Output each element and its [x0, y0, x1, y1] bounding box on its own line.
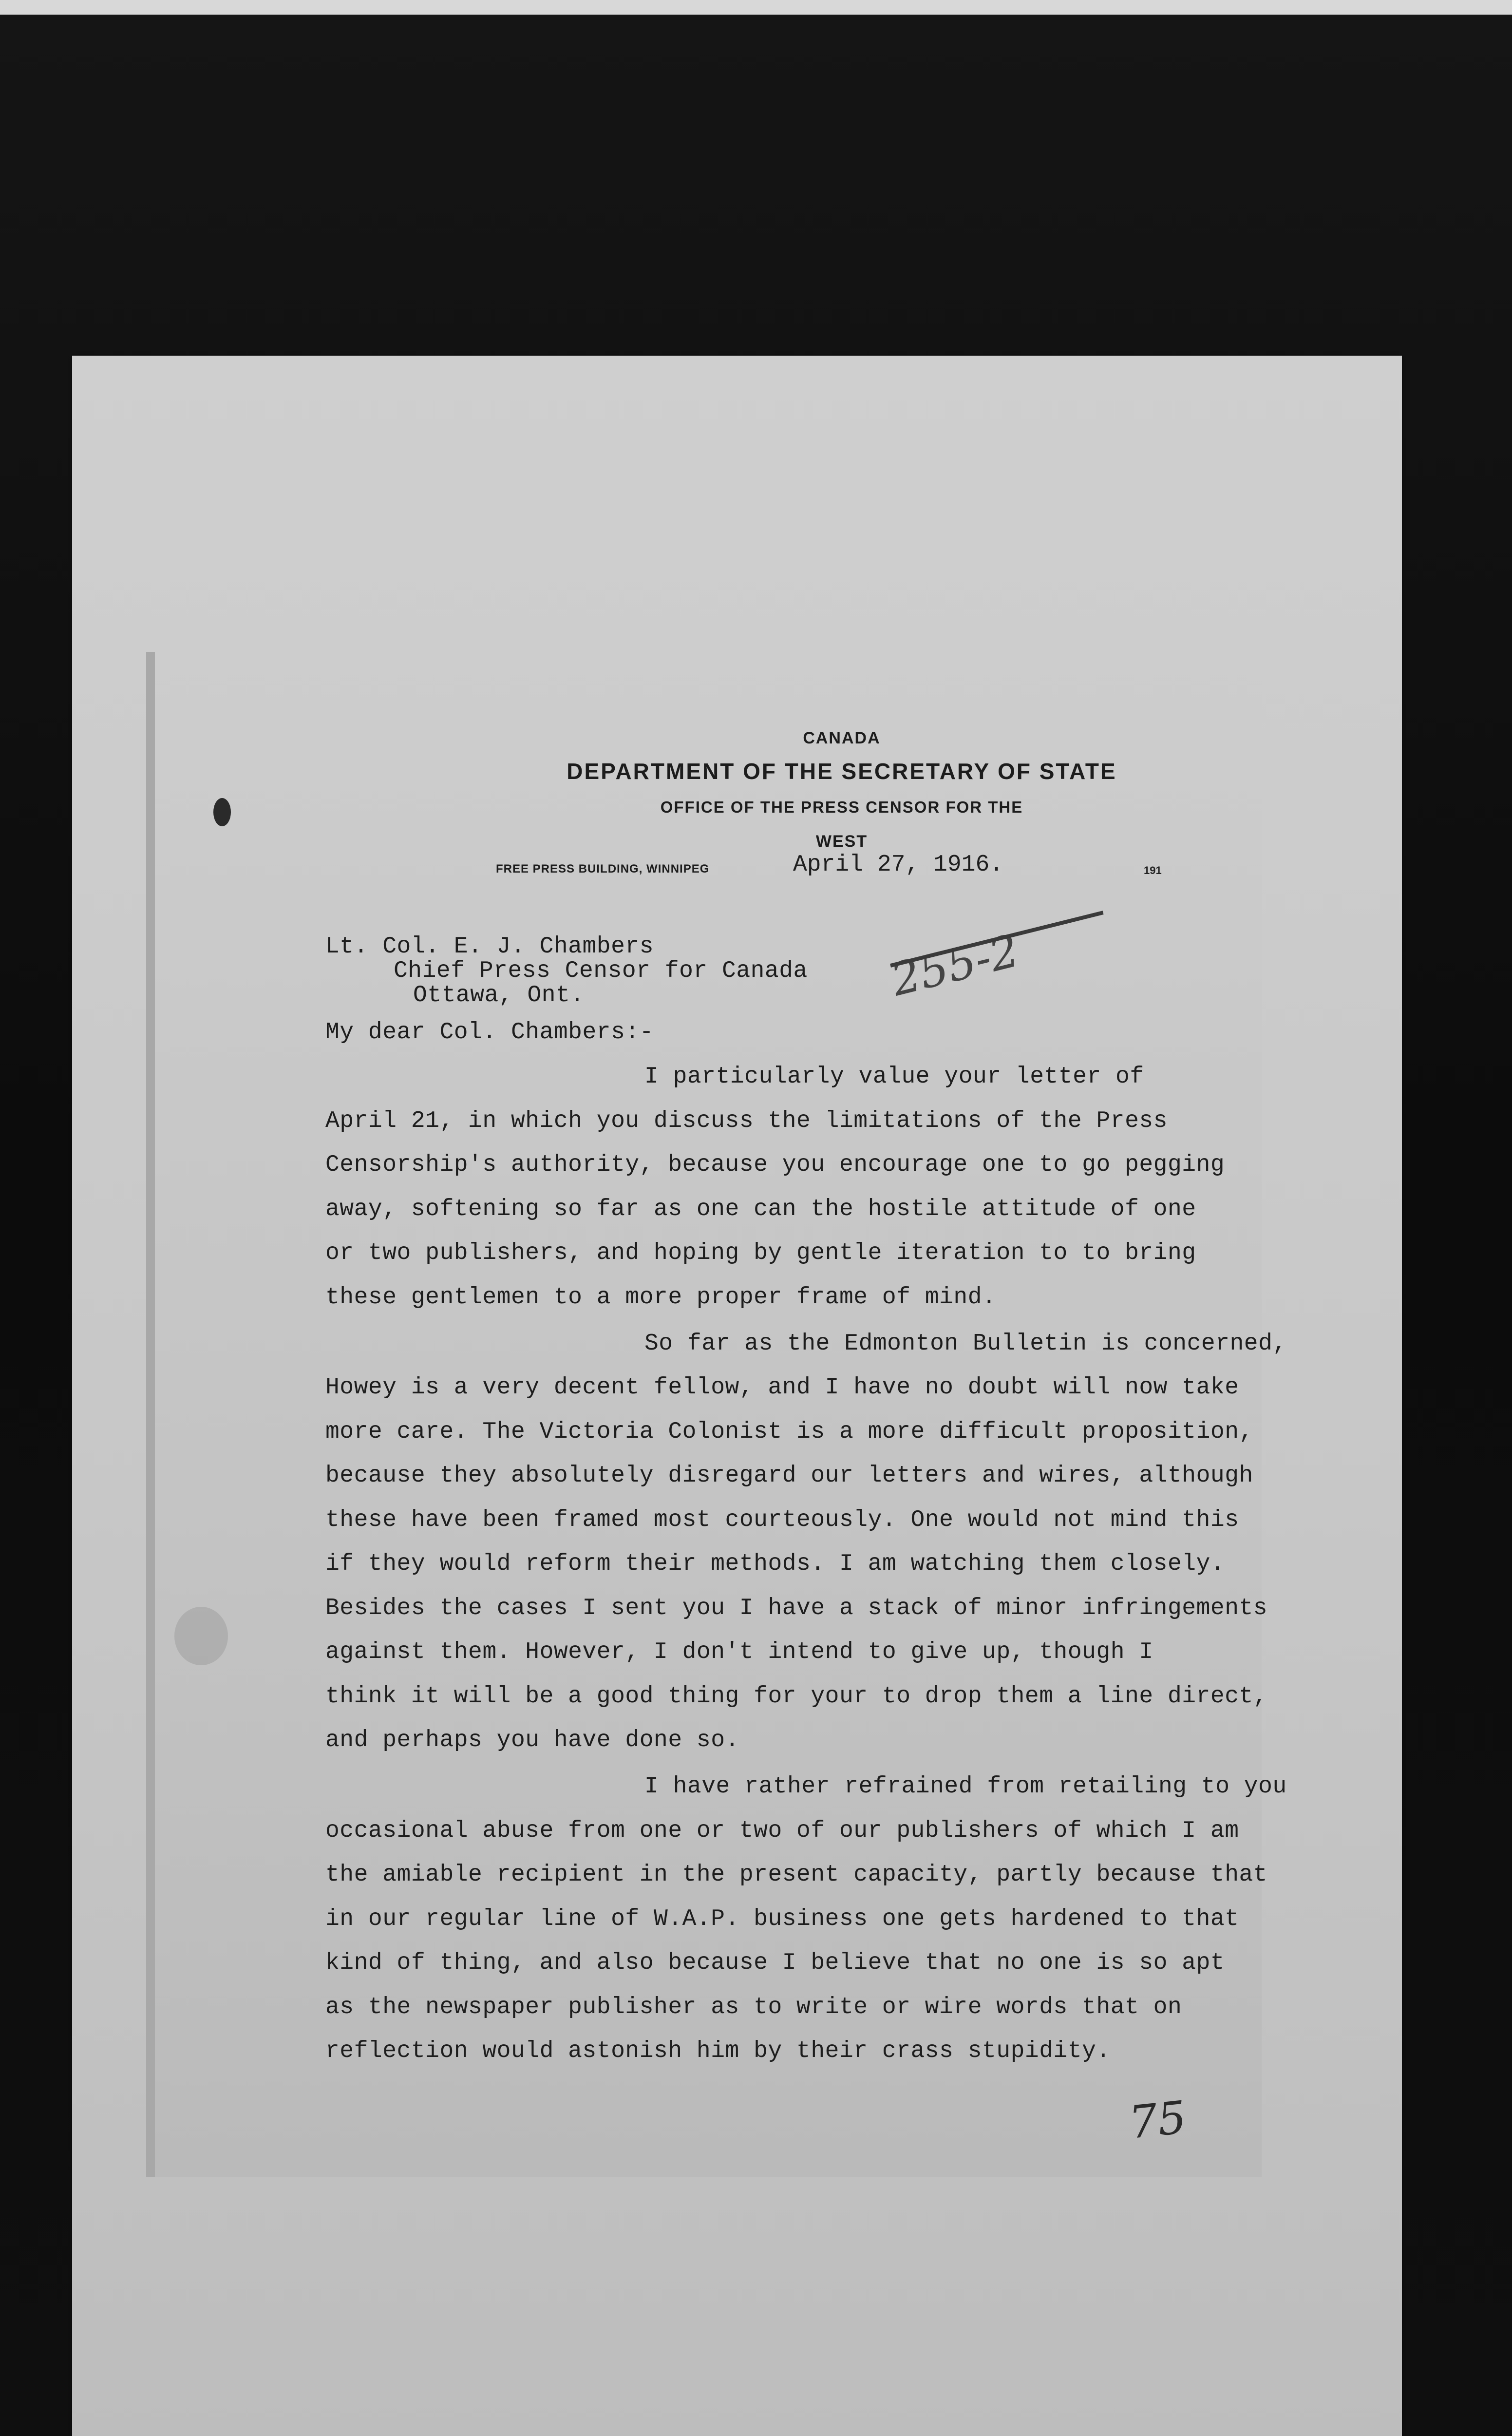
body-line: I have rather refrained from retailing to you: [644, 1773, 1287, 1800]
body-line: So far as the Edmonton Bulletin is concerned,: [644, 1331, 1287, 1357]
letterhead-address: FREE PRESS BUILDING, WINNIPEG: [496, 862, 710, 875]
body-line: more care. The Victoria Colonist is a more difficult proposition,: [325, 1419, 1253, 1445]
stain-mark: [174, 1607, 228, 1665]
body-line: or two publishers, and hoping by gentle iteration to to bring: [325, 1240, 1196, 1266]
handwritten-file-number: 255-2: [886, 924, 1024, 1007]
letterhead-department: DEPARTMENT OF THE SECRETARY OF STATE: [567, 759, 1117, 784]
body-line: Howey is a very decent fellow, and I have no doubt will now take: [325, 1374, 1239, 1401]
body-line: think it will be a good thing for your to drop them a line direct,: [325, 1683, 1268, 1710]
body-line: I particularly value your letter of: [644, 1064, 1144, 1090]
letterhead-country: CANADA: [803, 729, 881, 747]
body-line: against them. However, I don't intend to give up, though I: [325, 1639, 1153, 1665]
body-line: Besides the cases I sent you I have a stack of minor infringements: [325, 1595, 1268, 1621]
body-line: kind of thing, and also because I believe that no one is so apt: [325, 1950, 1225, 1976]
letter-date: April 27, 1916.: [793, 852, 1004, 878]
handwritten-page-number: 75: [1126, 2091, 1189, 2149]
body-line: Censorship's authority, because you encourage one to go pegging: [325, 1152, 1225, 1178]
body-line: reflection would astonish him by their crass stupidity.: [325, 2038, 1111, 2064]
salutation: My dear Col. Chambers:-: [325, 1019, 654, 1046]
body-line: these have been framed most courteously. One would not mind this: [325, 1507, 1239, 1533]
punch-hole: [213, 798, 231, 826]
body-line: away, softening so far as one can the hostile attitude of one: [325, 1196, 1196, 1222]
body-line: these gentlemen to a more proper frame of mind.: [325, 1284, 997, 1311]
recipient-city: Ottawa, Ont.: [413, 982, 585, 1009]
letter-page: [146, 652, 1287, 2177]
letterhead-office: OFFICE OF THE PRESS CENSOR FOR THE: [660, 798, 1023, 816]
body-line: the amiable recipient in the present capacity, partly because that: [325, 1862, 1268, 1888]
recipient-title: Chief Press Censor for Canada: [394, 958, 808, 984]
letterhead-region: WEST: [815, 832, 868, 851]
body-line: and perhaps you have done so.: [325, 1727, 739, 1753]
body-line: in our regular line of W.A.P. business one gets hardened to that: [325, 1906, 1239, 1932]
body-line: occasional abuse from one or two of our publishers of which I am: [325, 1818, 1239, 1844]
body-line: if they would reform their methods. I am watching them closely.: [325, 1551, 1225, 1577]
body-line: because they absolutely disregard our letters and wires, although: [325, 1463, 1253, 1489]
body-line: as the newspaper publisher as to write or wire words that on: [325, 1994, 1182, 2020]
body-line: April 21, in which you discuss the limitations of the Press: [325, 1108, 1168, 1134]
film-edge: [0, 0, 1512, 15]
recipient-name: Lt. Col. E. J. Chambers: [325, 933, 654, 960]
letterhead-date-suffix: 191: [1144, 864, 1162, 876]
